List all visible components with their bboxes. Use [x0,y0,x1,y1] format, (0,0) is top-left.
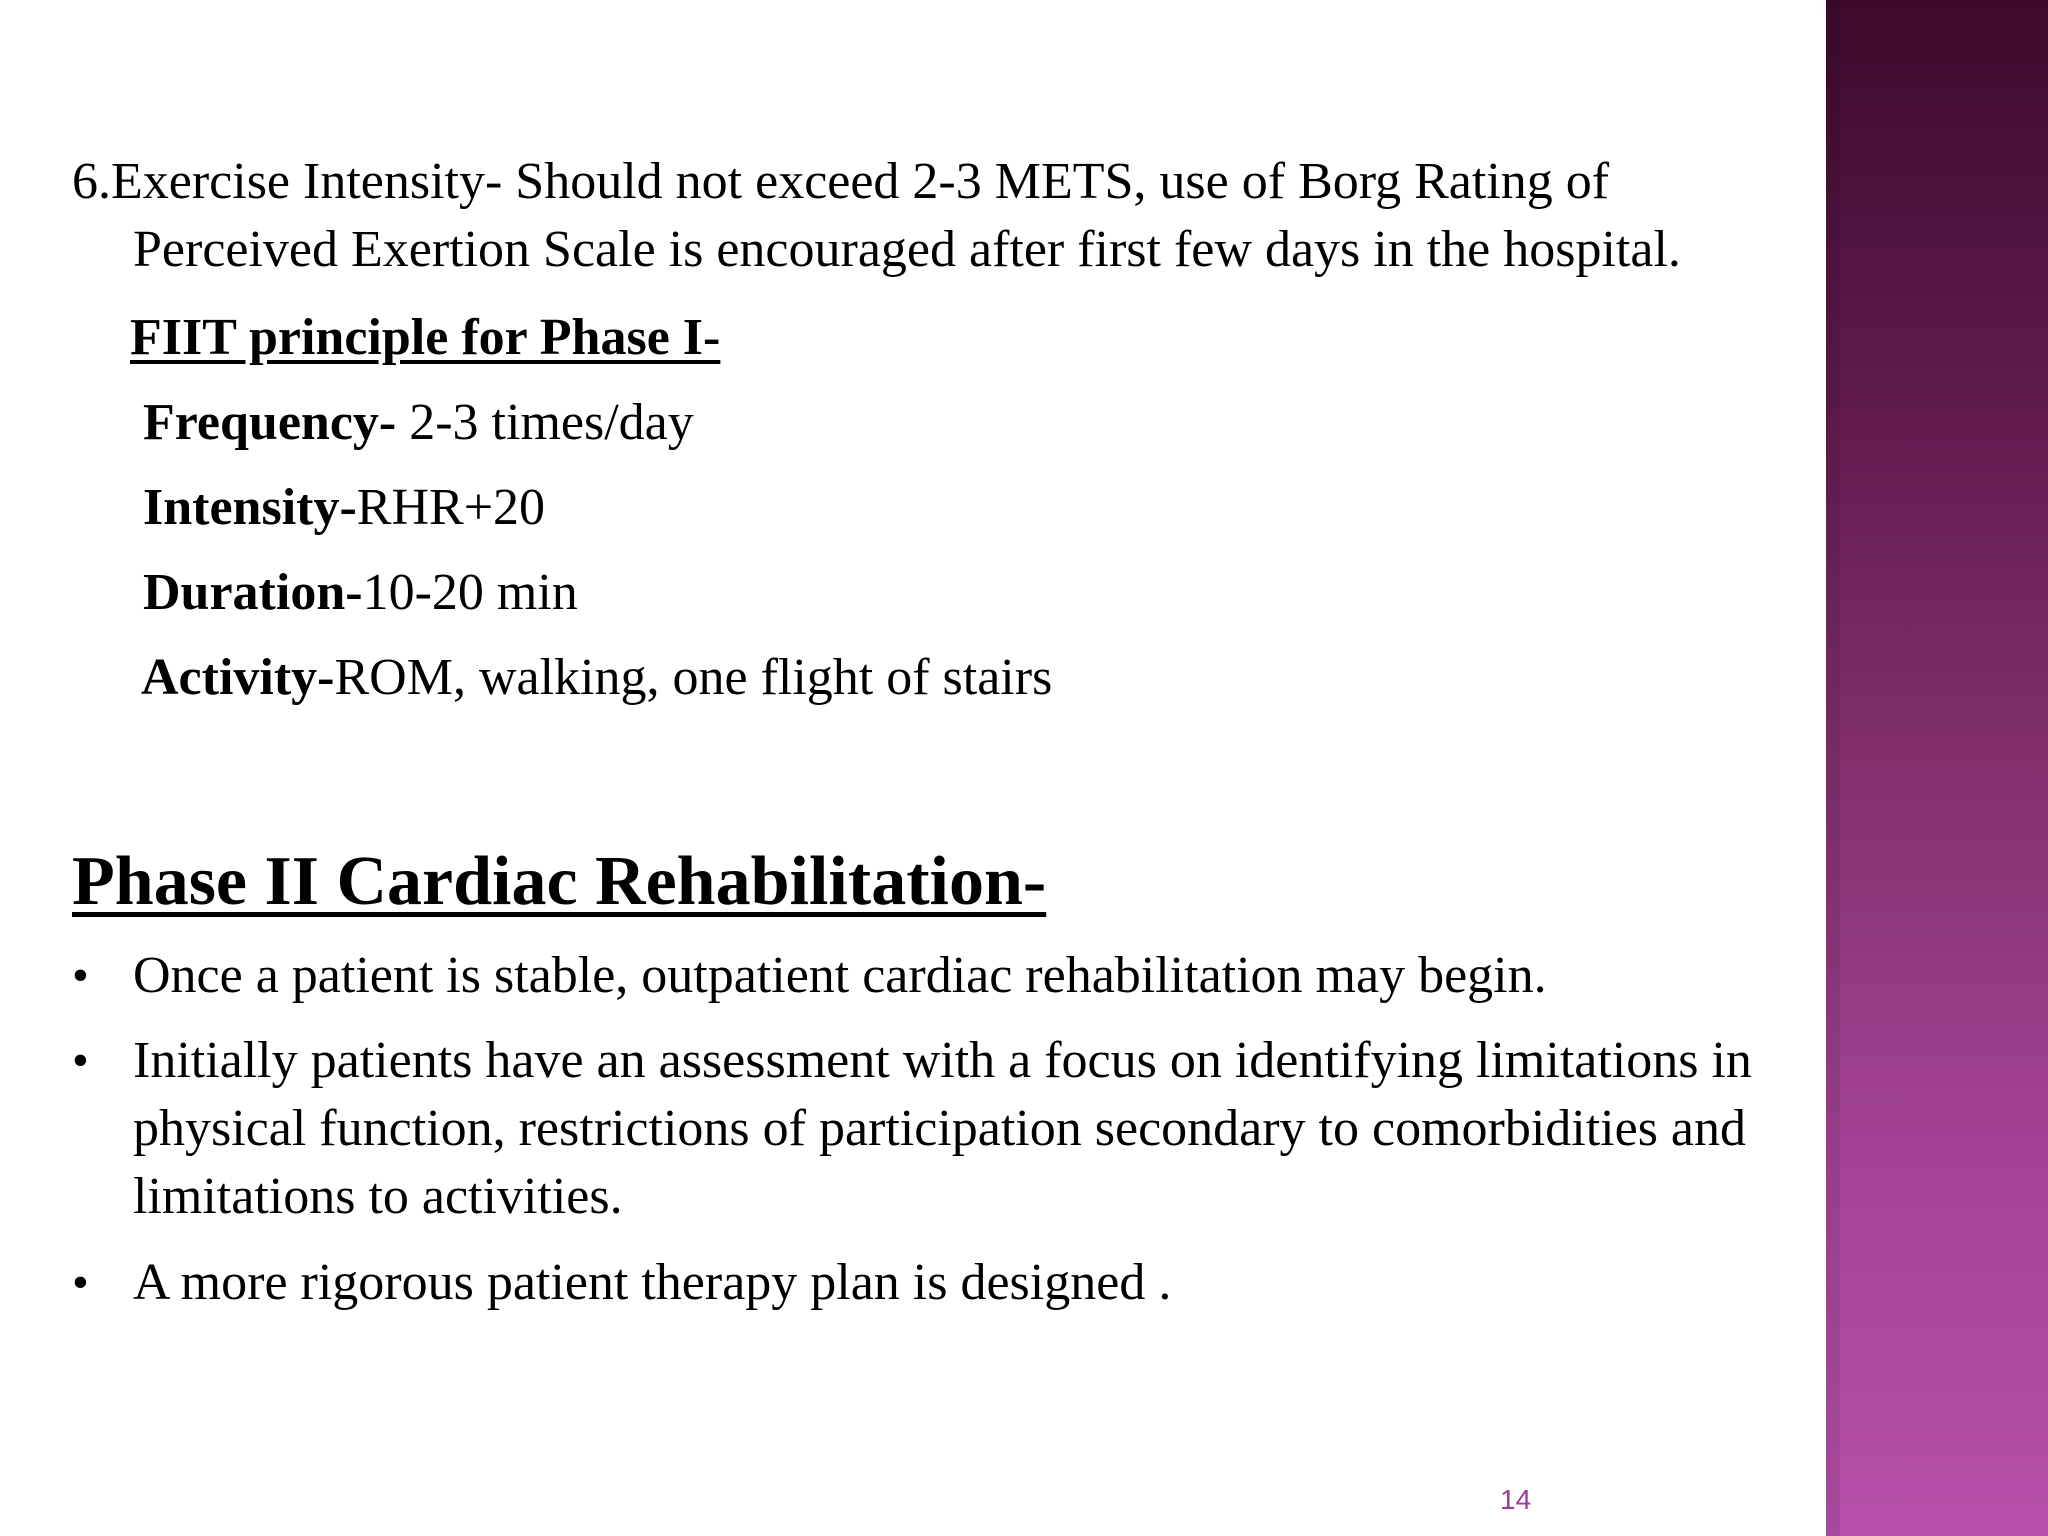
fiit-intensity-value: RHR+20 [356,479,546,536]
bullet-2-line-1: Initially patients have an assessment with a focus on identifying limitations in [133,1032,1752,1089]
bullet-2-line-2: physical function, restrictions of participation secondary to comorbidities and [133,1100,1747,1157]
fiit-duration-label: Duration- [143,564,363,621]
bullet-1-line-1: Once a patient is stable, outpatient cardiac rehabilitation may begin. [133,947,1547,1004]
phase-2-heading: Phase II Cardiac Rehabilitation- [72,843,1047,920]
page-number: 14 [1500,1484,1532,1515]
fiit-heading: FIIT principle for Phase I- [130,309,721,366]
fiit-duration [143,559,578,627]
bullet-dot-1: • [72,949,89,1002]
fiit-activity [141,644,1052,712]
bullet-2-line-3: limitations to activities. [133,1168,623,1225]
fiit-activity-value: ROM, walking, one flight of stairs [334,649,1053,706]
intensity-line-2: Perceived Exertion Scale is encouraged after first few days in the hospital. [133,221,1681,278]
fiit-activity-label: Activity- [141,649,335,706]
fiit-duration-value: 10-20 min [362,564,578,621]
fiit-frequency [143,389,694,457]
bullet-3-line-1: A more rigorous patient therapy plan is designed . [133,1254,1172,1311]
intensity-line-1: 6.Exercise Intensity- Should not exceed 2-3 METS, use of Borg Rating of [72,153,1610,210]
fiit-intensity [143,474,545,542]
fiit-frequency-label: Frequency- [143,394,397,451]
fiit-frequency-value: 2-3 times/day [396,394,694,451]
bullet-dot-3: • [72,1256,89,1309]
fiit-intensity-label: Intensity- [143,479,357,536]
bullet-dot-2: • [72,1034,89,1087]
